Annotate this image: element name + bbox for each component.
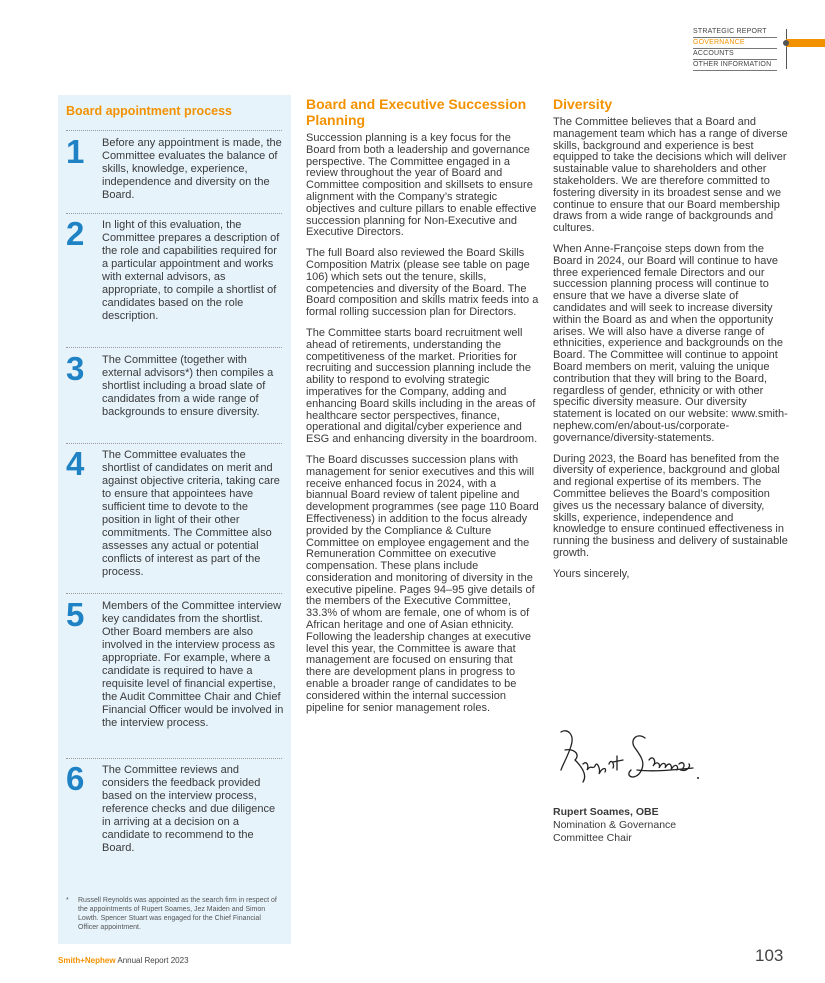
nav-active-bar: [786, 39, 825, 47]
step-text: The Committee evaluates the shortlist of candidates on merit and against objective criteria, taking care to ensure that appointees have sufficient time to devote to the position in light of their other commitments. The Committee also assesses any actual or potential conflicts of interest as part of the process.: [102, 449, 280, 578]
page-number: 103: [755, 946, 784, 965]
report-name: Annual Report 2023: [117, 956, 189, 965]
handwritten-signature: [553, 720, 713, 790]
divider: [66, 443, 282, 444]
sign-off: Yours sincerely,: [553, 567, 630, 580]
nav-item-strategic-report[interactable]: STRATEGIC REPORT: [693, 27, 777, 38]
section-nav: [693, 27, 777, 71]
footnote-text: Russell Reynolds was appointed as the search firm in respect of the appointments of Rupert Soames, Jez Maiden and Simon Lowth. Spencer Stuart was engaged for the Chief Financial Officer appointment.: [78, 897, 277, 931]
divider: [66, 593, 282, 594]
step-text: Members of the Committee interview key candidates from the shortlist. Other Board members are also involved in the interview process as appropriate. For example, where a candidate is required to have a requisite level of financial expertise, the Audit Committee Chair and Chief Financial Officer would be involved in the interview process.: [102, 600, 284, 729]
nav-item-accounts[interactable]: ACCOUNTS: [693, 49, 777, 60]
divider: [66, 347, 282, 348]
step-number: 1: [66, 133, 85, 170]
step-number: 5: [66, 596, 85, 633]
nav-active-dot: [783, 40, 789, 46]
step-text: The Committee reviews and considers the feedback provided based on the interview process, reference checks and due diligence in arriving at a decision on a candidate to recommend to the Board.: [102, 764, 276, 854]
diversity-heading: Diversity: [553, 96, 613, 112]
signatory-name: Rupert Soames, OBE: [553, 806, 659, 818]
footnote-marker: *: [66, 897, 69, 904]
step-number: 3: [66, 350, 85, 387]
diversity-paragraph-1: The Committee believes that a Board and management team which has a range of diverse skills, background and experience is best equipped to take the decisions which will deliver sustainable value to shareholders and other stakeholders. We are therefore committed to fostering diversity in its broadest sense and we continue to ensure that our Board membership draws from a wide range of backgrounds and cultures.: [553, 116, 788, 235]
nav-item-governance[interactable]: GOVERNANCE: [693, 38, 777, 49]
signatory-title-line-2: Committee Chair: [553, 832, 632, 844]
diversity-section: [553, 96, 788, 589]
succession-section: [306, 96, 539, 723]
signatory: [553, 806, 753, 845]
panel-title: Board appointment process: [66, 104, 232, 118]
step-text: The Committee (together with external advisors*) then compiles a shortlist including a broad slate of candidates from a wide range of backgrounds to ensure diversity.: [102, 354, 274, 418]
succession-paragraph-2: The full Board also reviewed the Board Skills Composition Matrix (please see table on page 106) which sets out the tenure, skills, competencies and diversity of the Board. The Board composition and skills matrix feeds into a formal rolling succession plan for Directors.: [306, 247, 539, 319]
diversity-paragraph-3: During 2023, the Board has benefited from the diversity of experience, background and global and regional expertise of its members. The Committee believes the Board’s composition gives us the necessary balance of diversity, skills, experience, independence and knowledge to ensure continued effectiveness in running the business and delivery of sustainable growth.: [553, 452, 788, 559]
succession-paragraph-3: The Committee starts board recruitment well ahead of retirements, understanding the competitiveness of the market. Priorities for recruiting and succession planning include the ability to respond to evolving strategic imperatives for the Company, adding and enhancing Board skills including in the areas of healthcare sector perspectives, finance, operational and digital/cyber experience and ESG and enhancing diversity in the boardroom.: [306, 326, 538, 446]
divider: [66, 758, 282, 759]
divider: [66, 130, 282, 131]
signatory-title-line-1: Nomination & Governance: [553, 819, 677, 831]
page-footer: [58, 956, 189, 965]
step-text: In light of this evaluation, the Committee prepares a description of the role and capabilities required for a particular appointment and works with external advisors, as appropriate, to compile a shortlist of candidates based on the role description.: [102, 219, 280, 322]
step-number: 6: [66, 760, 85, 797]
succession-heading: Board and Executive Succession Planning: [306, 96, 527, 128]
nav-indicator-line: [786, 29, 787, 69]
step-number: 4: [66, 445, 85, 482]
step-text: Before any appointment is made, the Committee evaluates the balance of skills, knowledge, experience, independence and diversity on the Board.: [102, 137, 282, 201]
brand-name: Smith+Nephew: [58, 956, 116, 965]
divider: [66, 213, 282, 214]
succession-paragraph-4: The Board discusses succession plans with management for senior executives and this will receive enhanced focus in 2024, with a biannual Board review of talent pipeline and development programmes (see page 110 Board Effectiveness) in addition to the focus already provided by the Compliance & Culture Committee on employee engagement and the Remuneration Committee on executive compensation. These plans include consideration and monitoring of diversity in the executive pipeline. Pages 94–95 give details of the members of the Executive Committee, 33.3% of whom are female, one of whom is of African heritage and one of Asian ethnicity. Following the leadership changes at executive level this year, the Committee is aware that management are focused on ensuring that there are development plans in progress to enable a broader range of candidates to be considered within the internal succession pipeline for senior management roles.: [306, 453, 539, 714]
nav-item-other-information[interactable]: OTHER INFORMATION: [693, 60, 777, 71]
step-number: 2: [66, 215, 85, 252]
succession-paragraph-1: Succession planning is a key focus for the Board from both a leadership and governance perspective. The Committee engaged in a review throughout the year of Board and Committee composition and skillsets to ensure alignment with the Company’s strategic objectives and culture pillars to enable effective succession planning for Non-Executive and Executive Directors.: [306, 132, 537, 239]
diversity-paragraph-2: When Anne-Françoise steps down from the Board in 2024, our Board will continue to have three experienced female Directors and our succession planning process will continue to ensure that we have a diverse slate of candidates and will seek to increase diversity within the Board as and when the opportunity arises. We will also have a diverse range of ethnicities, experience and backgrounds on the Board. The Committee will continue to appoint Board members on merit, valuing the unique contribution that they will bring to the Board, regardless of gender, ethnicity or with other specific diversity measure. Our diversity statement is located on our website: www.smith-nephew.com/en/about-us/corporate-governance/diversity-statements.: [553, 242, 788, 444]
